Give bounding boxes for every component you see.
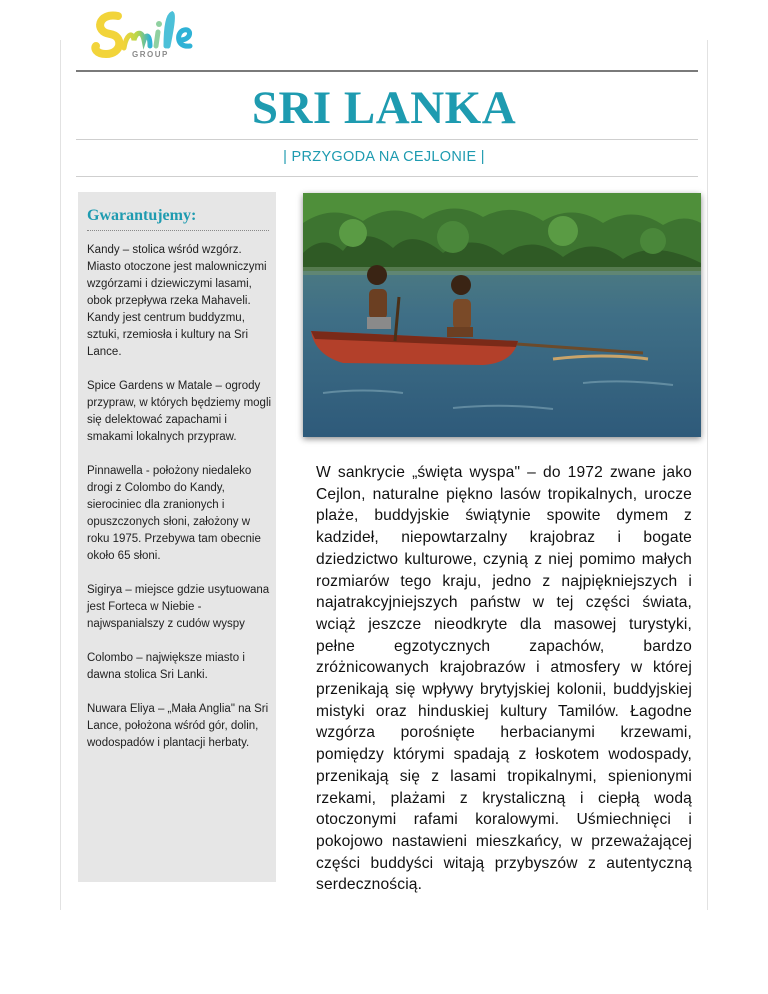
logo-subtext: GROUP (132, 50, 169, 59)
title-divider (76, 139, 698, 140)
list-item: Nuwara Eliya – „Mała Anglia" na Sri Lance, położona wśród gór, dolin, wodospadów i plantacji herbaty. (87, 703, 269, 749)
list-item: Pinnawella - położony niedaleko drogi z Colombo do Kandy, sierociniec dla zranionych i opuszczonych słoni, założony w roku 1975. Przebywa tam obecnie około 65 słoni. (87, 465, 261, 562)
highlights-list (87, 242, 273, 769)
list-item: Colombo – największe miasto i dawna stolica Sri Lanki. (87, 652, 245, 681)
list-item: Sigirya – miejsce gdzie usytuowana jest Forteca w Niebie - najwspanialszy z cudów wyspy (87, 584, 270, 630)
right-margin-rule (707, 40, 708, 910)
list-item: Spice Gardens w Matale – ogrody przypraw, w których będziemy mogli się delektować zapachami i smakami lokalnych przypraw. (87, 380, 272, 443)
page-title: SRI LANKA (251, 82, 517, 134)
page-subtitle: | PRZYGODA NA CEJLONIE | (283, 149, 485, 165)
boat-photo (303, 193, 701, 437)
river-canoe-illustration (303, 193, 701, 437)
header-top-rule (76, 70, 698, 72)
left-margin-rule (60, 40, 61, 910)
intro-paragraph: W sankrycie „święta wyspa" – do 1972 zwane jako Cejlon, naturalne piękno lasów tropikalnych, urocze plaże, buddyjskie świątynie spowite dymem z kadzideł, niepowtarzalny krajobraz i bogate dziedzictwo kulturowe, czynią z niej pomimo małych rozmiarów tego kraju, jedno z najpiękniejszych i najatrakcyjniejszych państw w tej części świata, wciąż jeszcze nieodkryte dla masowej turystyki, pełne egzotycznych zapachów, bardzo zróżnicowanych krajobrazów i atmosfery w której przenikają się wpływy brytyjskiej kolonii, buddyjskiej mistyki oraz hinduskiej kultury Tamilów. Łagodne wzgórza porośnięte herbacianymi krzewami, pomiędzy którymi spadają z łoskotem wodospady, przenikają się z lasami tropikalnymi, spienionymi rzekami, plażami z krystaliczną i ciepłą wodą otoczonymi rafami koralowymi. Uśmiechnięci i pokojowo nastawieni mieszkańcy, w przeważającej części buddyści witają przybyszów z autentyczną serdecznością. (316, 464, 692, 894)
sidebar-dotted-rule (87, 230, 269, 231)
sidebar-heading: Gwarantujemy: (87, 207, 197, 224)
highlights-sidebar (78, 192, 276, 882)
list-item: Kandy – stolica wśród wzgórz. Miasto otoczone jest malowniczymi wzgórzami i dziewiczymi lasami, obok przepływa rzeka Mahaveli. Kandy jest centrum buddyzmu, sztuki, rzemiosła i kultury na Sri Lance. (87, 244, 267, 358)
subtitle-divider (76, 176, 698, 177)
